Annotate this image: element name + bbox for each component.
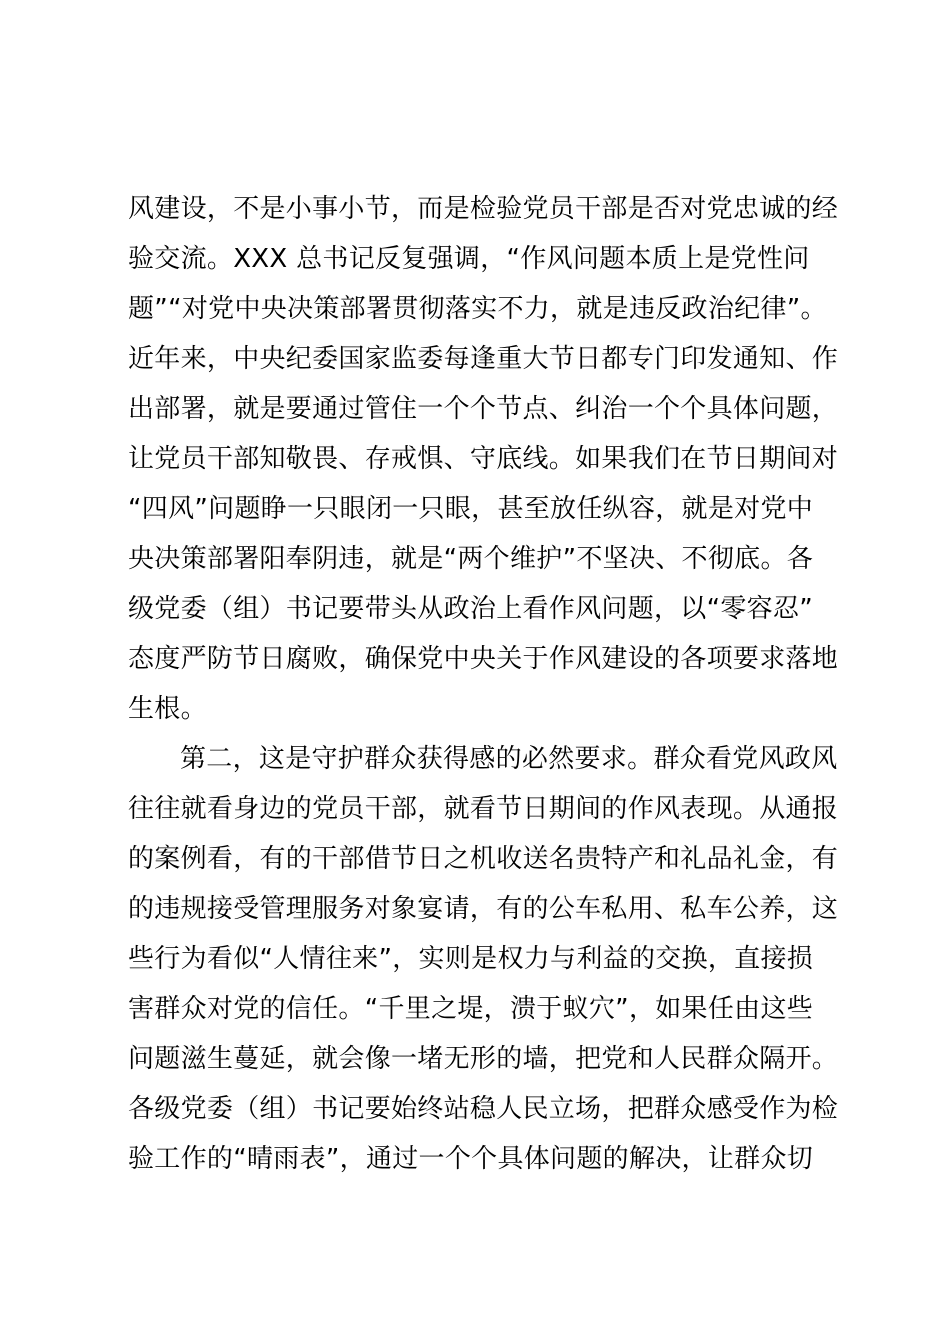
text-line: 风建设，不是小事小节，而是检验党员干部是否对党忠诚的经 <box>128 194 839 224</box>
text-line: 生根。 <box>128 694 207 724</box>
text-line: 近年来，中央纪委国家监委每逢重大节日都专门印发通知、作 <box>128 344 839 374</box>
text-line: 让党员干部知敬畏、存戒惧、守底线。如果我们在节日期间对 <box>128 444 839 474</box>
text-line: 的违规接受管理服务对象宴请，有的公车私用、私车公养，这 <box>128 894 839 924</box>
text-line: 题”“对党中央决策部署贯彻落实不力，就是违反政治纪律”。 <box>128 294 827 324</box>
text-line: 级党委（组）书记要带头从政治上看作风问题，以“零容忍” <box>128 594 814 624</box>
text-line: 害群众对党的信任。“千里之堤，溃于蚁穴”，如果任由这些 <box>128 994 814 1024</box>
text-line: 态度严防节日腐败，确保党中央关于作风建设的各项要求落地 <box>128 644 839 674</box>
text-line: 央决策部署阳奉阴违，就是“两个维护”不坚决、不彻底。各 <box>128 544 814 574</box>
text-line: 的案例看，有的干部借节日之机收送名贵特产和礼品礼金，有 <box>128 844 839 874</box>
body-text <box>128 184 839 1184</box>
text-line: 往往就看身边的党员干部，就看节日期间的作风表现。从通报 <box>128 794 839 824</box>
text-line: 验交流。XXX 总书记反复强调，“作风问题本质上是党性问 <box>128 244 810 274</box>
text-line: 出部署，就是要通过管住一个个节点、纠治一个个具体问题， <box>128 394 839 424</box>
text-line: 各级党委（组）书记要始终站稳人民立场，把群众感受作为检 <box>128 1094 839 1124</box>
paragraph-start-line: 第二，这是守护群众获得感的必然要求。群众看党风政风 <box>180 744 838 774</box>
text-line: 些行为看似“人情往来”，实则是权力与利益的交换，直接损 <box>128 944 814 974</box>
text-line: “四风”问题睁一只眼闭一只眼，甚至放任纵容，就是对党中 <box>128 494 814 524</box>
text-line: 问题滋生蔓延，就会像一堵无形的墙，把党和人民群众隔开。 <box>128 1044 839 1074</box>
text-line: 验工作的“晴雨表”，通过一个个具体问题的解决，让群众切 <box>128 1144 814 1174</box>
